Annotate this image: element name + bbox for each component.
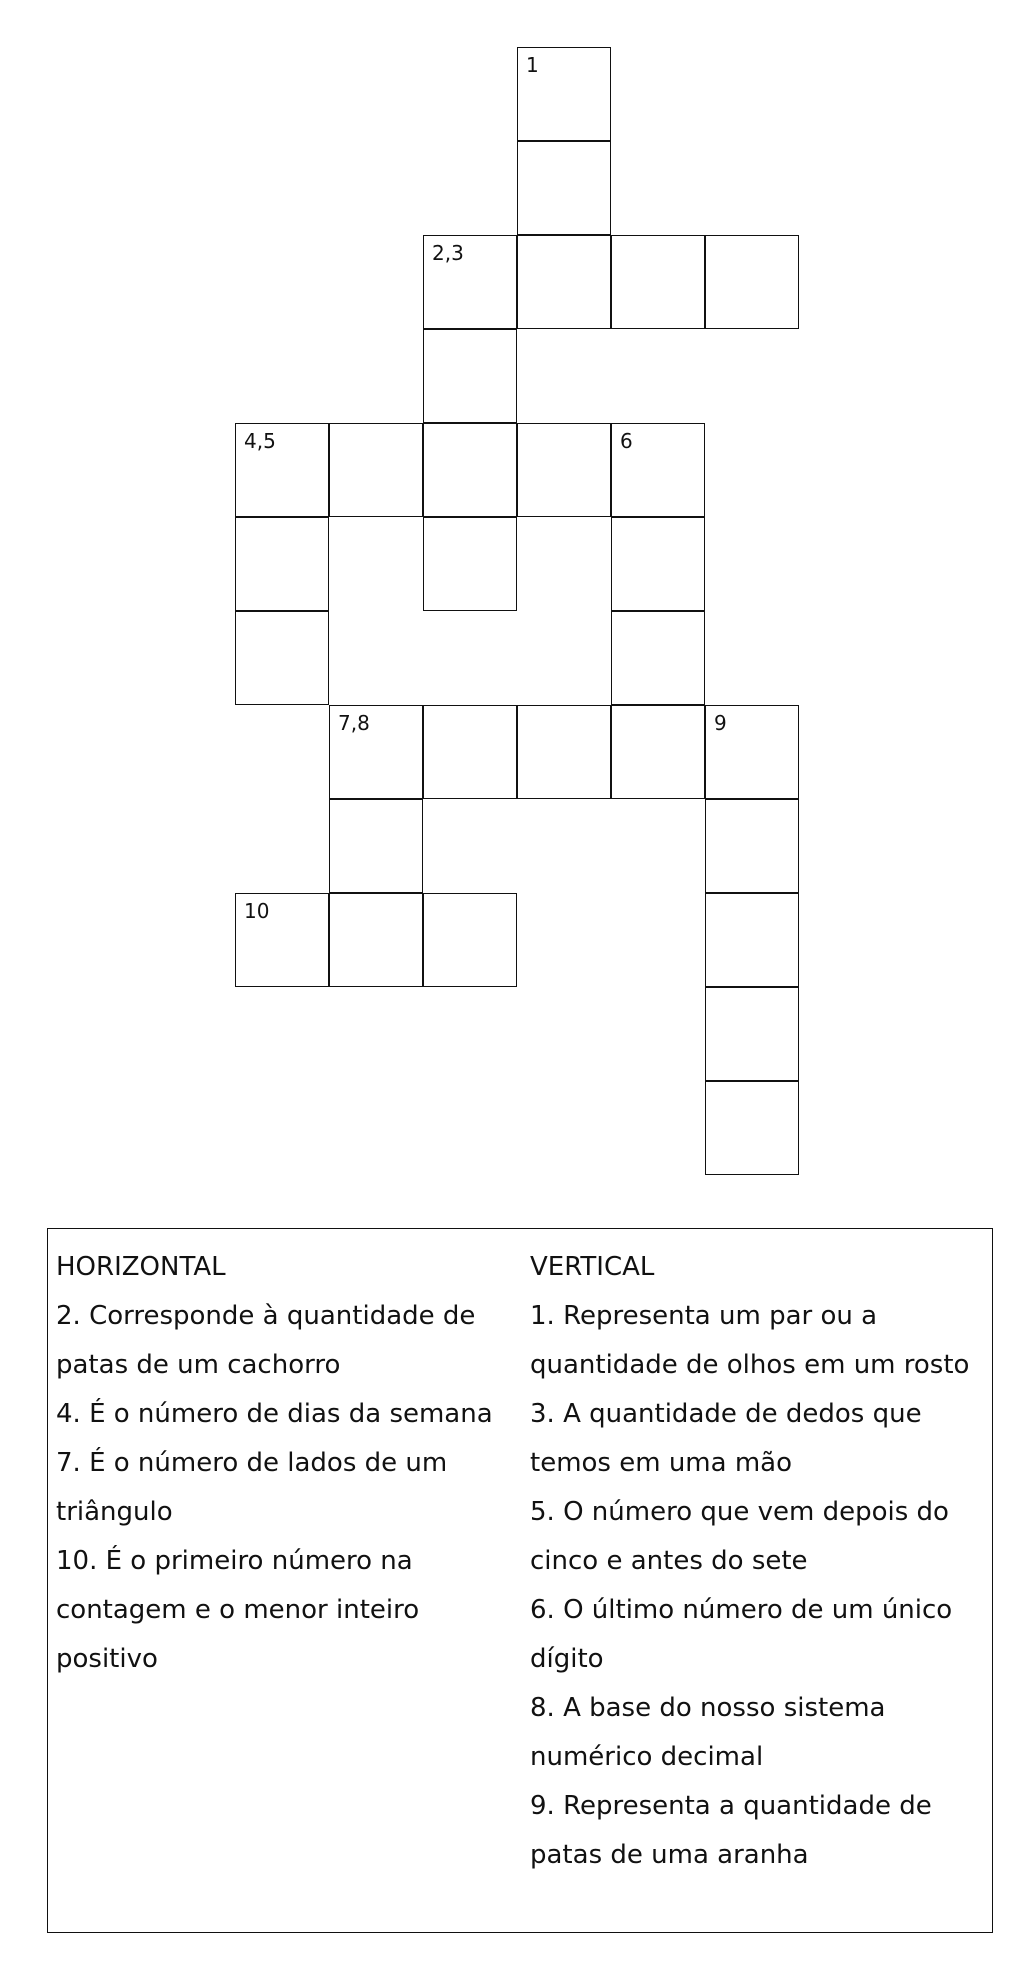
crossword-cell[interactable] [705, 235, 799, 329]
crossword-cell[interactable] [611, 517, 705, 611]
crossword-cell[interactable] [517, 235, 611, 329]
horizontal-clues [56, 1243, 518, 1684]
vertical-clue-8: 8. A base do nosso sistema numérico decimal [530, 1693, 886, 1772]
crossword-cell[interactable] [611, 235, 705, 329]
crossword-cell[interactable] [517, 47, 611, 141]
crossword-cell[interactable] [705, 987, 799, 1081]
crossword-cell[interactable] [611, 611, 705, 705]
clue-number: 2,3 [432, 241, 464, 265]
vertical-clue-5: 5. O número que vem depois do cinco e antes do sete [530, 1497, 949, 1576]
crossword-cell[interactable] [423, 235, 517, 329]
crossword-cell[interactable] [329, 799, 423, 893]
horizontal-clue-10: 10. É o primeiro número na contagem e o menor inteiro positivo [56, 1546, 420, 1674]
crossword-cell[interactable] [235, 517, 329, 611]
vertical-clue-1: 1. Representa um par ou a quantidade de olhos em um rosto [530, 1301, 970, 1380]
crossword-cell[interactable] [517, 705, 611, 799]
crossword-cell[interactable] [611, 705, 705, 799]
crossword-cell[interactable] [705, 705, 799, 799]
clue-number: 9 [714, 711, 727, 735]
crossword-cell[interactable] [329, 893, 423, 987]
clue-number: 7,8 [338, 711, 370, 735]
crossword-cell[interactable] [517, 423, 611, 517]
crossword-cell[interactable] [329, 423, 423, 517]
clue-number: 10 [244, 899, 270, 923]
horizontal-clue-4: 4. É o número de dias da semana [56, 1399, 493, 1429]
clue-number: 1 [526, 53, 539, 77]
clues-box [47, 1228, 993, 1933]
clue-number: 4,5 [244, 429, 276, 453]
crossword-cell[interactable] [423, 329, 517, 423]
horizontal-heading: HORIZONTAL [56, 1252, 226, 1282]
crossword-cell[interactable] [235, 893, 329, 987]
vertical-clue-3: 3. A quantidade de dedos que temos em uma mão [530, 1399, 922, 1478]
crossword-cell[interactable] [611, 423, 705, 517]
crossword-cell[interactable] [517, 141, 611, 235]
crossword-cell[interactable] [705, 1081, 799, 1175]
crossword-cell[interactable] [235, 611, 329, 705]
vertical-clue-6: 6. O último número de um único dígito [530, 1595, 953, 1674]
crossword-cell[interactable] [235, 423, 329, 517]
crossword-cell[interactable] [423, 423, 517, 517]
crossword-cell[interactable] [329, 705, 423, 799]
crossword-cell[interactable] [705, 799, 799, 893]
crossword-cell[interactable] [423, 517, 517, 611]
crossword-cell[interactable] [423, 893, 517, 987]
crossword-cell[interactable] [705, 893, 799, 987]
crossword-cell[interactable] [423, 705, 517, 799]
clue-number: 6 [620, 429, 633, 453]
vertical-clue-9: 9. Representa a quantidade de patas de uma aranha [530, 1791, 932, 1870]
vertical-clues [530, 1243, 990, 1880]
vertical-heading: VERTICAL [530, 1252, 655, 1282]
horizontal-clue-2: 2. Corresponde à quantidade de patas de um cachorro [56, 1301, 476, 1380]
horizontal-clue-7: 7. É o número de lados de um triângulo [56, 1448, 448, 1527]
